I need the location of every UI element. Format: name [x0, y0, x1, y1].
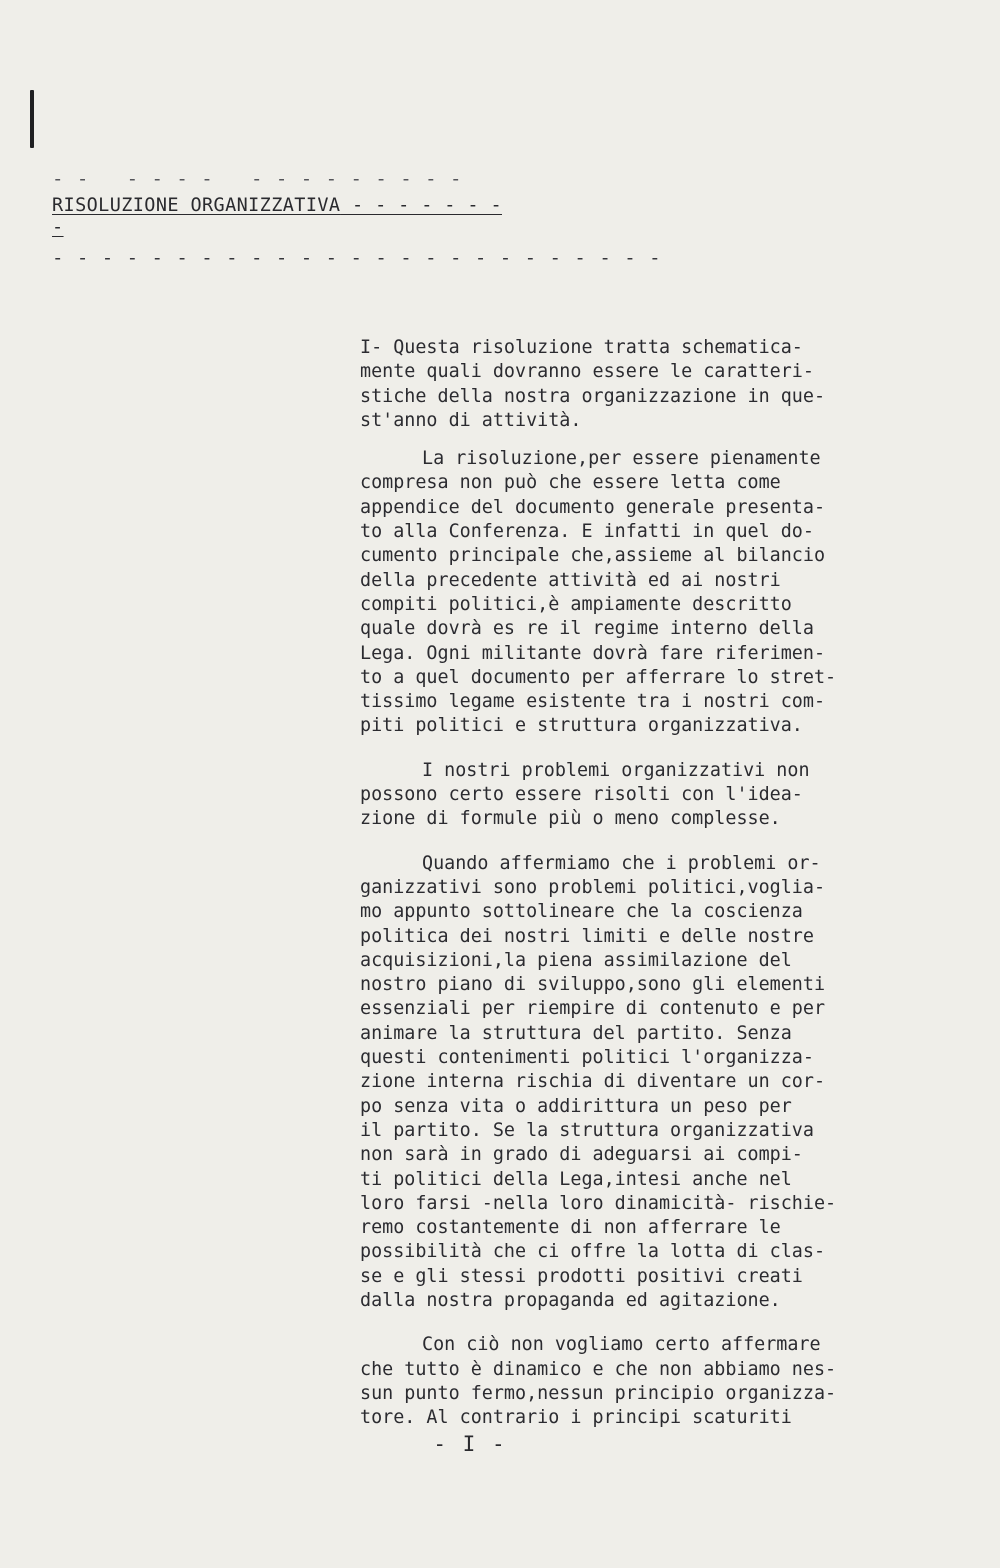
text-line: essenziali per riempire di contenuto e per	[360, 998, 826, 1020]
text-line: cumento principale che,assieme al bilancio	[360, 545, 826, 567]
paragraph-4	[360, 852, 900, 1314]
text-line: tore. Al contrario i principi scaturiti	[360, 1407, 792, 1429]
text-line: I- Questa risoluzione tratta schematica-	[360, 337, 803, 358]
text-line: che tutto è dinamico e che non abbiamo nes-	[360, 1358, 837, 1380]
text-line: quale dovrà es re il regime interno della	[360, 618, 814, 640]
text-line: zione di formule più o meno complesse.	[360, 808, 781, 830]
paragraph-5	[360, 1333, 900, 1430]
text-line: La risoluzione,per essere pienamente	[422, 448, 821, 470]
text-line: ti politici della Lega,intesi anche nel	[360, 1168, 792, 1190]
margin-mark	[30, 90, 34, 148]
text-line: remo costantemente di non afferrare le	[360, 1217, 781, 1239]
text-line: compiti politici,è ampiamente descritto	[360, 593, 792, 615]
text-line: ganizzativi sono problemi politici,voglia-	[360, 876, 826, 898]
text-line: possibilità che ci offre la lotta di clas-	[360, 1241, 826, 1263]
document-title-text: RISOLUZIONE ORGANIZZATIVA	[52, 195, 341, 216]
text-line: questi contenimenti politici l'organizza-	[360, 1047, 814, 1069]
text-line: il partito. Se la struttura organizzativa	[360, 1119, 814, 1141]
text-line: possono certo essere risolti con l'idea-	[360, 784, 803, 806]
paragraph-2	[360, 447, 900, 739]
text-line: to alla Conferenza. E infatti in quel do-	[360, 521, 814, 543]
text-line: sun punto fermo,nessun principio organizza-	[360, 1382, 837, 1404]
text-line: se e gli stessi prodotti positivi creati	[360, 1265, 803, 1287]
text-line: animare la struttura del partito. Senza	[360, 1022, 792, 1044]
paragraph-3	[360, 759, 900, 832]
text-line: mente quali dovranno essere le caratteri-	[360, 361, 814, 383]
text-line: politica dei nostri limiti e delle nostre	[360, 925, 814, 947]
text-line: piti politici e struttura organizzativa.	[360, 715, 803, 737]
text-line: loro farsi -nella loro dinamicità- rischie-	[360, 1192, 837, 1214]
text-line: I nostri problemi organizzativi non	[422, 759, 810, 781]
title-dashes: - - - - - - - -	[52, 195, 502, 239]
text-line: non sarà in grado di adeguarsi ai compi-	[360, 1144, 803, 1166]
header-dashes-top: - - - - - - - - - - - - - - -	[52, 168, 463, 190]
text-line: po senza vita o addirittura un peso per	[360, 1095, 792, 1117]
text-line: compresa non può che essere letta come	[360, 472, 781, 494]
text-line: appendice del documento generale presenta-	[360, 496, 826, 518]
text-line: della precedente attività ed ai nostri	[360, 569, 781, 591]
document-body	[360, 336, 900, 1450]
text-line: Lega. Ogni militante dovrà fare riferimen-	[360, 642, 826, 664]
header-dashes-bottom: - - - - - - - - - - - - - - - - - - - - - - - - -	[52, 247, 662, 270]
text-line: to a quel documento per afferrare lo stret-	[360, 666, 837, 688]
text-line: tissimo legame esistente tra i nostri com-	[360, 691, 826, 713]
text-line: stiche della nostra organizzazione in que-	[360, 385, 826, 407]
header	[52, 168, 662, 270]
text-line: st'anno di attività.	[360, 409, 582, 431]
text-line: acquisizioni,la piena assimilazione del	[360, 949, 792, 971]
text-line: nostro piano di sviluppo,sono gli elementi	[360, 974, 826, 996]
document-title	[52, 195, 512, 239]
page-number: - I -	[433, 1432, 507, 1456]
text-line: Quando affermiamo che i problemi or-	[422, 852, 821, 874]
paragraph-1	[360, 336, 900, 433]
text-line: Con ciò non vogliamo certo affermare	[422, 1334, 821, 1356]
text-line: mo appunto sottolineare che la coscienza	[360, 901, 803, 923]
text-line: dalla nostra propaganda ed agitazione.	[360, 1289, 781, 1311]
text-line: zione interna rischia di diventare un cor-	[360, 1071, 826, 1093]
